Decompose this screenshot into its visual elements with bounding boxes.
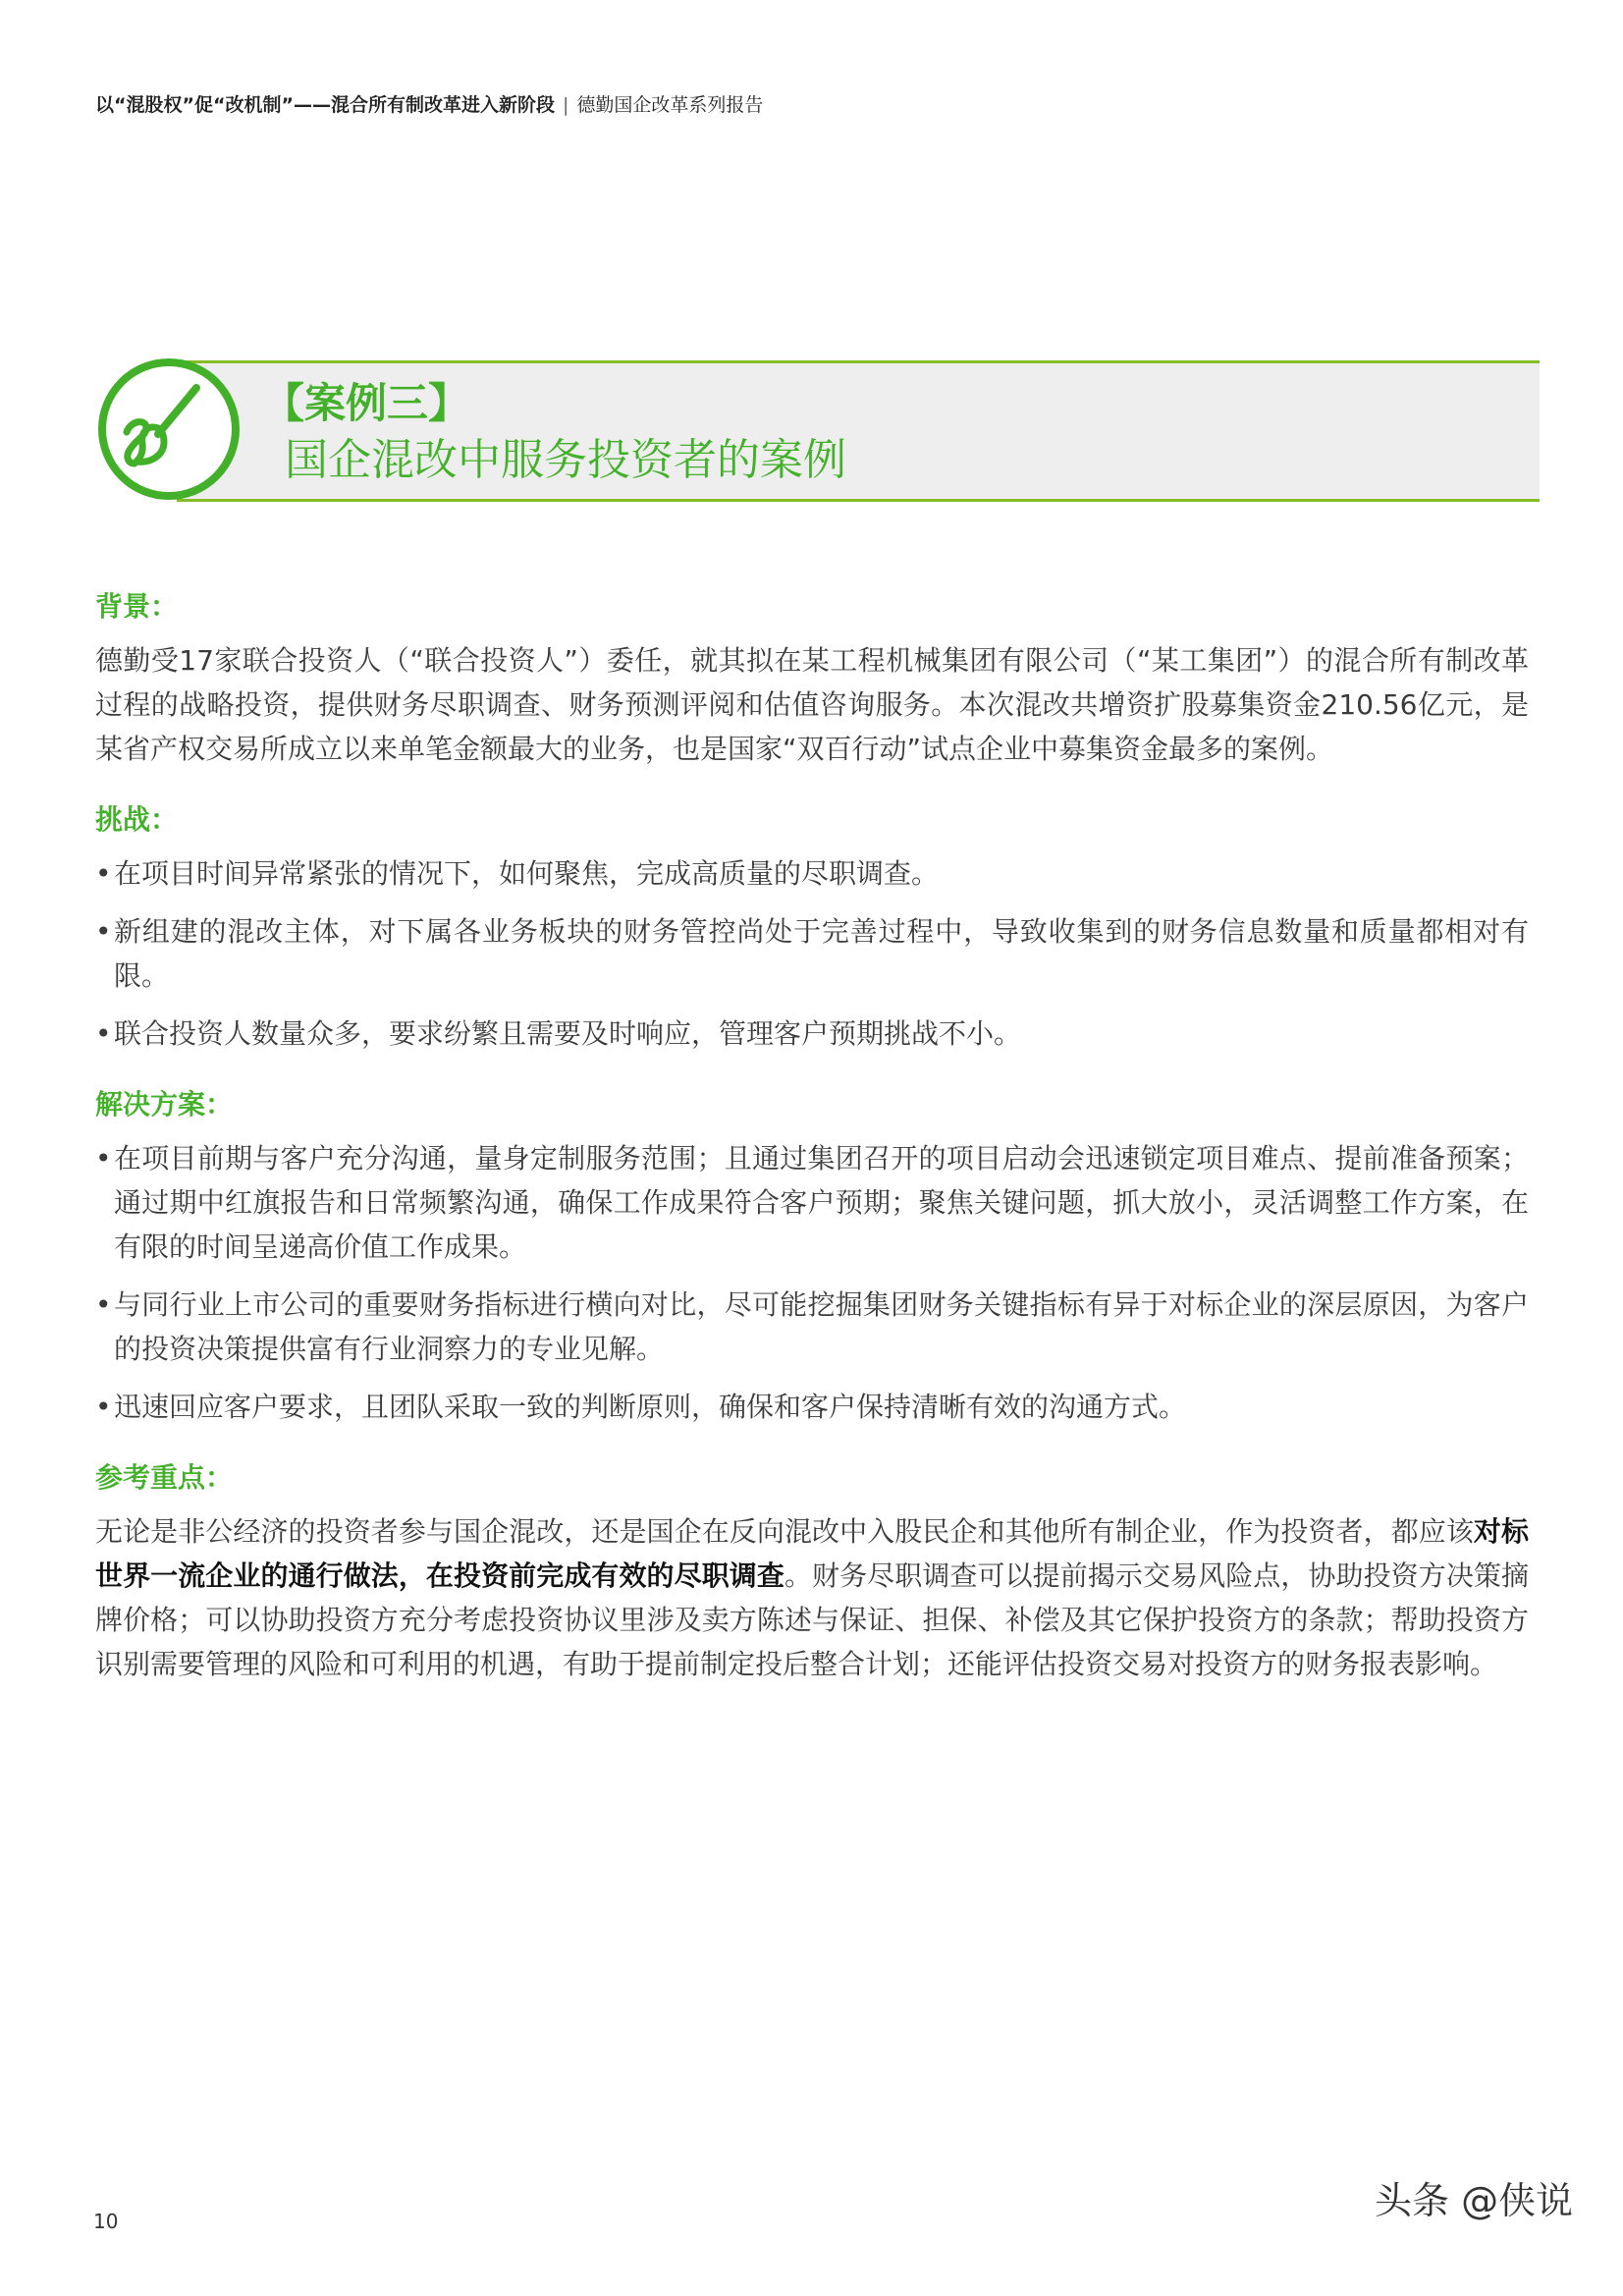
case-content xyxy=(95,585,1529,1714)
reference-text-before: 无论是非公经济的投资者参与国企混改，还是国企在反向混改中入股民企和其他所有制企业，作为投资者，都应该 xyxy=(95,1515,1474,1548)
reference-text xyxy=(95,1509,1529,1686)
header-separator: | xyxy=(562,94,569,116)
reference-text-after: 。财务尽职调查可以提前揭示交易风险点，协助投资方决策摘牌价格；可以协助投资方充分考虑投资协议里涉及卖方陈述与保证、担保、补偿及其它保护投资方的条款；帮助投资方识别需要管理的风险和可利用的机遇，有助于提前制定投后整合计划；还能评估投资交易对投资方的财务报表影响。 xyxy=(95,1559,1529,1680)
reference-text-emphasis: 对标世界一流企业的通行做法，在投资前完成有效的尽职调查 xyxy=(95,1515,1529,1592)
list-item: • 新组建的混改主体，对下属各业务板块的财务管控尚处于完善过程中，导致收集到的财务信息数量和质量都相对有限。 xyxy=(95,909,1529,998)
challenges-list xyxy=(95,851,1529,1056)
list-item: • 联合投资人数量众多，要求纷繁且需要及时响应，管理客户预期挑战不小。 xyxy=(95,1011,1529,1056)
list-item: • 迅速回应客户要求，且团队采取一致的判断原则，确保和客户保持清晰有效的沟通方式。 xyxy=(95,1385,1529,1429)
challenges-section xyxy=(95,798,1529,1056)
page-header xyxy=(95,90,763,117)
solutions-list xyxy=(95,1136,1529,1429)
case-label: 【案例三】 xyxy=(263,379,470,427)
report-title: 以“混股权”促“改机制”——混合所有制改革进入新阶段 xyxy=(95,94,555,116)
report-series: 德勤国企改革系列报告 xyxy=(576,94,764,116)
reference-section xyxy=(95,1456,1529,1686)
paintbrush-icon xyxy=(95,355,243,503)
case-title: 国企混改中服务投资者的案例 xyxy=(285,435,846,485)
watermark: 头条 @侠说 xyxy=(1375,2179,1574,2222)
solutions-heading: 解决方案： xyxy=(95,1088,234,1121)
background-section xyxy=(95,585,1529,771)
background-text: 德勤受17家联合投资人（“联合投资人”）委任，就其拟在某工程机械集团有限公司（“某工集团”）的混合所有制改革过程的战略投资，提供财务尽职调查、财务预测评阅和估值咨询服务。本次混改共增资扩股募集资金210.56亿元，是某省产权交易所成立以来单笔金额最大的业务，也是国家“双百行动”试点企业中募集资金最多的案例。 xyxy=(95,644,1529,765)
list-item: • 在项目前期与客户充分沟通，量身定制服务范围；且通过集团召开的项目启动会迅速锁定项目难点、提前准备预案；通过期中红旗报告和日常频繁沟通，确保工作成果符合客户预期；聚焦关键问题，抓大放小，灵活调整工作方案，在有限的时间呈递高价值工作成果。 xyxy=(95,1136,1529,1269)
page-number: 10 xyxy=(93,2210,119,2233)
reference-heading: 参考重点： xyxy=(95,1461,234,1494)
solutions-section xyxy=(95,1083,1529,1429)
challenges-heading: 挑战： xyxy=(95,803,179,836)
list-item: • 与同行业上市公司的重要财务指标进行横向对比，尽可能挖掘集团财务关键指标有异于对标企业的深层原因，为客户的投资决策提供富有行业洞察力的专业见解。 xyxy=(95,1283,1529,1371)
list-item: • 在项目时间异常紧张的情况下，如何聚焦，完成高质量的尽职调查。 xyxy=(95,851,1529,896)
background-heading: 背景： xyxy=(95,590,179,623)
